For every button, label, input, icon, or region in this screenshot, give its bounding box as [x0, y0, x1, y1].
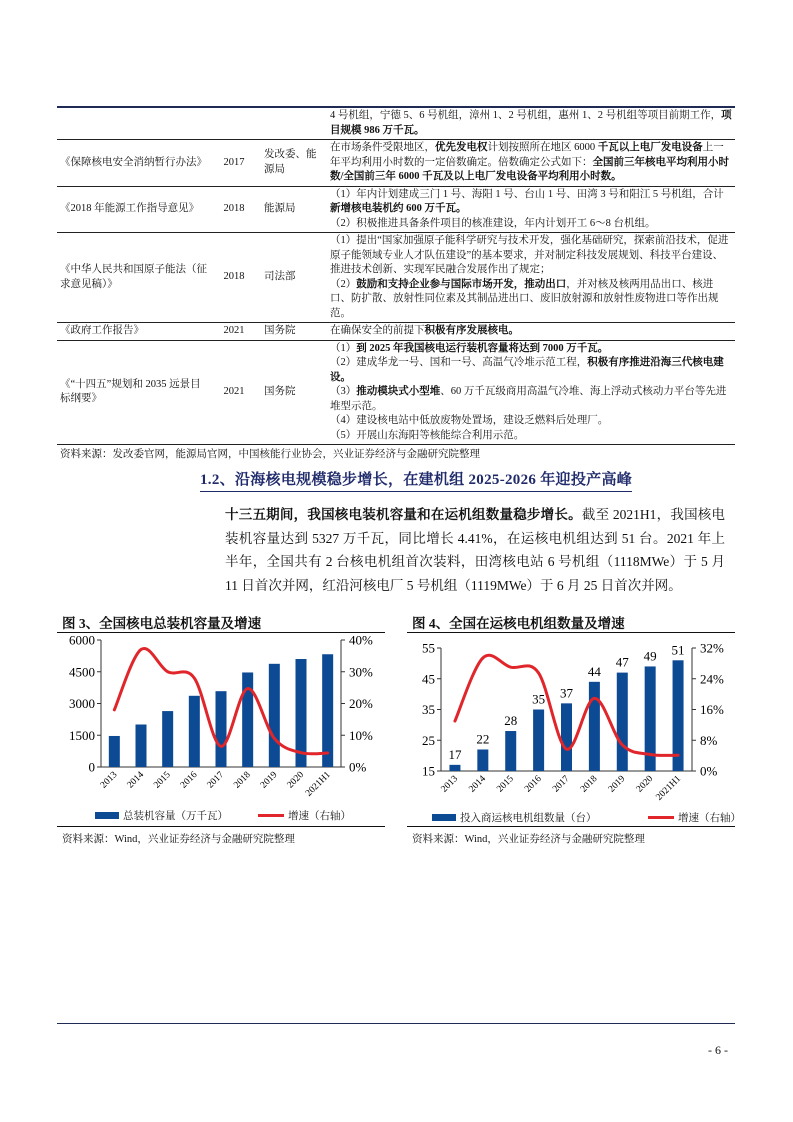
legend-label: 增速（右轴） — [288, 811, 351, 822]
policy-year: 2017 — [223, 156, 245, 168]
chart4-legend-line — [648, 810, 741, 825]
x-tick-label: 2013 — [98, 770, 120, 791]
y-tick-label: 15 — [422, 763, 435, 779]
chart4-title-rule — [407, 632, 735, 633]
bar-data-label: 17 — [448, 746, 462, 762]
policy-title — [57, 108, 210, 139]
x-tick-label: 2014 — [125, 770, 147, 791]
legend-line-swatch — [258, 814, 284, 817]
y-tick-label: 4500 — [69, 664, 95, 680]
bar — [242, 672, 253, 767]
content-paragraph — [330, 385, 733, 414]
content-paragraph — [330, 342, 733, 357]
x-tick-label: 2019 — [606, 774, 628, 795]
content-paragraph — [330, 429, 733, 444]
policy-content — [324, 323, 735, 340]
bold-text: 十三五期间，我国核电装机容量和在运机组数量稳步增长。 — [225, 507, 582, 522]
legend-line-swatch — [648, 816, 674, 819]
chart3-legend-line — [258, 808, 351, 823]
y-tick-label: 6000 — [69, 635, 95, 648]
policy-content — [324, 108, 735, 139]
policy-year: 2021 — [223, 325, 245, 336]
section-heading: 1.2、沿海核电规模稳步增长，在建机组 2025-2026 年迎投产高峰 — [200, 468, 632, 492]
chart4-source: 资料来源：Wind，兴业证券经济与金融研究院整理 — [412, 834, 645, 845]
bold-text: 积极有序发展核电。 — [424, 325, 519, 336]
x-tick-label: 2013 — [439, 774, 461, 795]
text: （1）年内计划建成三门 1 号、海阳 1 号、台山 1 号、田湾 3 号和阳江 5 号机组，合计 — [330, 188, 724, 200]
content-paragraph — [330, 414, 733, 429]
text: （2） — [330, 278, 357, 290]
table-source: 资料来源：发改委官网，能源局官网，中国核能行业协会，兴业证券经济与金融研究院整理 — [60, 449, 480, 460]
bar — [162, 711, 173, 767]
policy-dept: 能源局 — [264, 203, 296, 214]
policy-table-block — [57, 106, 735, 461]
content-paragraph — [330, 188, 733, 217]
x-tick-label: 2017 — [205, 770, 227, 791]
y-tick-label: 3000 — [69, 696, 95, 711]
bold-text: 优先发电权 — [435, 142, 488, 153]
table-row — [57, 187, 735, 234]
content-paragraph — [330, 109, 733, 138]
bold-text: 积极有序推进沿海三代核电建设。 — [330, 357, 724, 383]
x-tick-label: 2021H1 — [654, 774, 684, 803]
policy-dept — [258, 108, 324, 139]
bar-data-label: 35 — [532, 691, 546, 707]
x-tick-label: 2018 — [579, 774, 600, 795]
text: 截至 2021H1，我国核电装机容量达到 5327 万千瓦，同比增长 4.41%，在运核电机组达到 51 台。2021 年上半年，全国共有 2 台核电机组首次装料，田湾核电站 6 号机组（1118MWe）于 5 月 11 日首次并网，红沿河核电厂 5 号机组（1119MWe）于 6 月 25 日首次并网。 — [225, 507, 726, 593]
y-tick-label: 0 — [88, 759, 95, 775]
text: 、60 万千瓦级商用高温气冷堆、海上浮动式核动力平台等先进堆型示范。 — [330, 386, 727, 412]
y2-tick-label: 16% — [700, 702, 724, 717]
bold-text: 推动模块式小型堆 — [356, 386, 441, 397]
y2-tick-label: 24% — [700, 671, 724, 687]
y2-tick-label: 0% — [700, 763, 718, 779]
policy-title: 《保障核电安全消纳暂行办法》 — [60, 156, 207, 168]
text: （2）积极推进具备条件项目的核准建设，年内计划开工 6～8 台机组。 — [330, 217, 656, 229]
bar — [449, 765, 460, 771]
y-tick-label: 25 — [422, 732, 435, 748]
y-tick-label: 45 — [422, 671, 435, 687]
bar-data-label: 37 — [560, 685, 573, 701]
policy-dept: 发改委、能源局 — [264, 149, 317, 175]
text: （5）开展山东海阳等核能综合利用示范。 — [330, 429, 525, 441]
content-paragraph — [330, 217, 733, 232]
bar-data-label: 44 — [587, 663, 601, 679]
bold-text: 新增核电装机约 600 万千瓦。 — [330, 203, 467, 214]
bar — [561, 703, 572, 771]
policy-title: 《“十四五”规划和 2035 远景目标纲要》 — [60, 378, 201, 405]
legend-bar-swatch — [432, 814, 456, 821]
x-tick-label: 2014 — [467, 774, 488, 795]
chart4-source-rule — [407, 826, 735, 827]
policy-title: 《政府工作报告》 — [60, 325, 144, 336]
bar — [322, 654, 333, 767]
y-tick-label: 35 — [422, 702, 435, 717]
table-row — [57, 323, 735, 341]
content-paragraph — [330, 356, 733, 385]
x-tick-label: 2015 — [495, 774, 516, 795]
bold-text: 千瓦以上电厂发电设备 — [597, 142, 703, 153]
policy-dept: 国务院 — [264, 386, 296, 397]
bar — [533, 710, 544, 772]
bar — [269, 664, 280, 767]
text: 计划按照所在地区 6000 — [487, 142, 598, 153]
x-tick-label: 2016 — [523, 774, 544, 795]
policy-title: 《中华人民共和国原子能法（征求意见稿）》 — [60, 264, 207, 290]
y2-tick-label: 30% — [349, 664, 373, 680]
text: 4 号机组，宁德 5、6 号机组，漳州 1、2 号机组，惠州 1、2 号机组等项目前期工作， — [330, 110, 722, 121]
text: （1）提出“国家加强原子能科学研究与技术开发，强化基础研究，探索前沿技术，促进原子能领域专业人才队伍建设”的基本要求，并对制定科技发展规划、科技平台建设、推进技术创新、实现军民融合发展作出了规定； — [330, 235, 729, 275]
y-tick-label: 1500 — [69, 727, 95, 743]
bar — [216, 691, 227, 767]
bar-data-label: 51 — [671, 642, 685, 658]
x-tick-label: 2020 — [285, 770, 307, 791]
text: （2）建成华龙一号、国和一号、高温气冷堆示范工程， — [330, 357, 588, 368]
x-tick-label: 2021H1 — [304, 770, 333, 799]
policy-dept: 国务院 — [264, 325, 296, 336]
text: （1） — [330, 342, 357, 354]
footer-rule — [57, 1023, 735, 1024]
content-paragraph — [330, 278, 733, 322]
x-tick-label: 2019 — [258, 770, 280, 791]
chart3-source-rule — [57, 826, 385, 827]
chart3-plot — [57, 635, 387, 805]
text: ，并对核及核两用品出口、核进口、防扩散、放射性同位素及其制品进出口、废旧放射源和放射性废物进口等作出规范。 — [330, 278, 719, 319]
table-row — [57, 233, 735, 323]
bar — [477, 749, 488, 771]
policy-year — [210, 108, 258, 139]
content-paragraph — [330, 324, 733, 339]
legend-label: 投入商运核电机组数量（台） — [460, 813, 597, 824]
bar-data-label: 28 — [504, 713, 518, 729]
y2-tick-label: 32% — [700, 640, 724, 656]
bar-data-label: 22 — [476, 731, 490, 747]
legend-bar-swatch — [95, 812, 119, 819]
chart3-legend-bar — [95, 808, 228, 823]
x-tick-label: 2017 — [551, 774, 572, 795]
chart4-plot — [410, 635, 740, 805]
chart3-title: 图 3、全国核电总装机容量及增速 — [62, 616, 262, 631]
text: （3） — [330, 386, 357, 397]
policy-content — [324, 187, 735, 233]
policy-title: 《2018 年能源工作指导意见》 — [60, 203, 200, 214]
bold-text: 项目规模 986 万千瓦。 — [330, 110, 732, 136]
bar — [189, 696, 200, 767]
policy-year: 2018 — [223, 271, 245, 283]
y2-tick-label: 0% — [349, 759, 367, 775]
policy-content — [324, 140, 735, 186]
x-tick-label: 2018 — [232, 770, 253, 791]
y2-tick-label: 8% — [700, 732, 718, 748]
chart3-title-rule — [57, 632, 385, 633]
policy-content — [324, 233, 735, 322]
bar-data-label: 47 — [615, 654, 629, 670]
y2-tick-label: 10% — [349, 727, 373, 743]
table-row — [57, 108, 735, 140]
chart4-title: 图 4、全国在运核电机组数量及增速 — [412, 616, 625, 631]
bold-text: 到 2025 年我国核电运行装机容量将达到 7000 万千瓦。 — [356, 342, 609, 354]
bar — [505, 731, 516, 771]
bar — [136, 724, 147, 767]
table-row — [57, 140, 735, 187]
policy-year: 2018 — [223, 203, 245, 214]
content-paragraph — [330, 234, 733, 278]
legend-label: 增速（右轴） — [678, 813, 741, 824]
chart3-source: 资料来源：Wind，兴业证券经济与金融研究院整理 — [62, 834, 295, 845]
y2-tick-label: 40% — [349, 635, 373, 648]
x-tick-label: 2020 — [634, 774, 656, 795]
y-tick-label: 55 — [422, 640, 435, 656]
policy-dept: 司法部 — [264, 271, 296, 283]
policy-year: 2021 — [223, 386, 245, 397]
section-paragraph — [225, 503, 725, 597]
bar — [109, 736, 120, 767]
y2-tick-label: 20% — [349, 696, 373, 711]
x-tick-label: 2015 — [152, 770, 173, 791]
chart4-legend-bar — [432, 810, 597, 825]
bar-data-label: 49 — [643, 648, 657, 664]
content-paragraph — [330, 141, 733, 185]
policy-table — [57, 106, 735, 445]
bold-text: 全国前三年核电平均利用小时数/全国前三年 6000 千瓦及以上电厂发电设备平均利用小时数。 — [330, 156, 729, 182]
table-row — [57, 341, 735, 446]
text: 上一年平均利用小时数的一定倍数确定。倍数确定公式如下： — [330, 142, 724, 168]
legend-label: 总装机容量（万千瓦） — [123, 811, 228, 822]
x-tick-label: 2016 — [178, 770, 200, 791]
bar — [589, 682, 600, 771]
policy-content — [324, 341, 735, 445]
bold-text: 鼓励和支持企业参与国际市场开发，推动出口 — [356, 278, 567, 290]
text: 在市场条件受限地区， — [330, 142, 435, 153]
text: （4）建设核电站中低放废物处置场，建设乏燃料后处理厂。 — [330, 415, 609, 426]
page-number: - 6 - — [708, 1043, 728, 1057]
bar — [617, 673, 628, 771]
text: 在确保安全的前提下 — [330, 325, 425, 336]
